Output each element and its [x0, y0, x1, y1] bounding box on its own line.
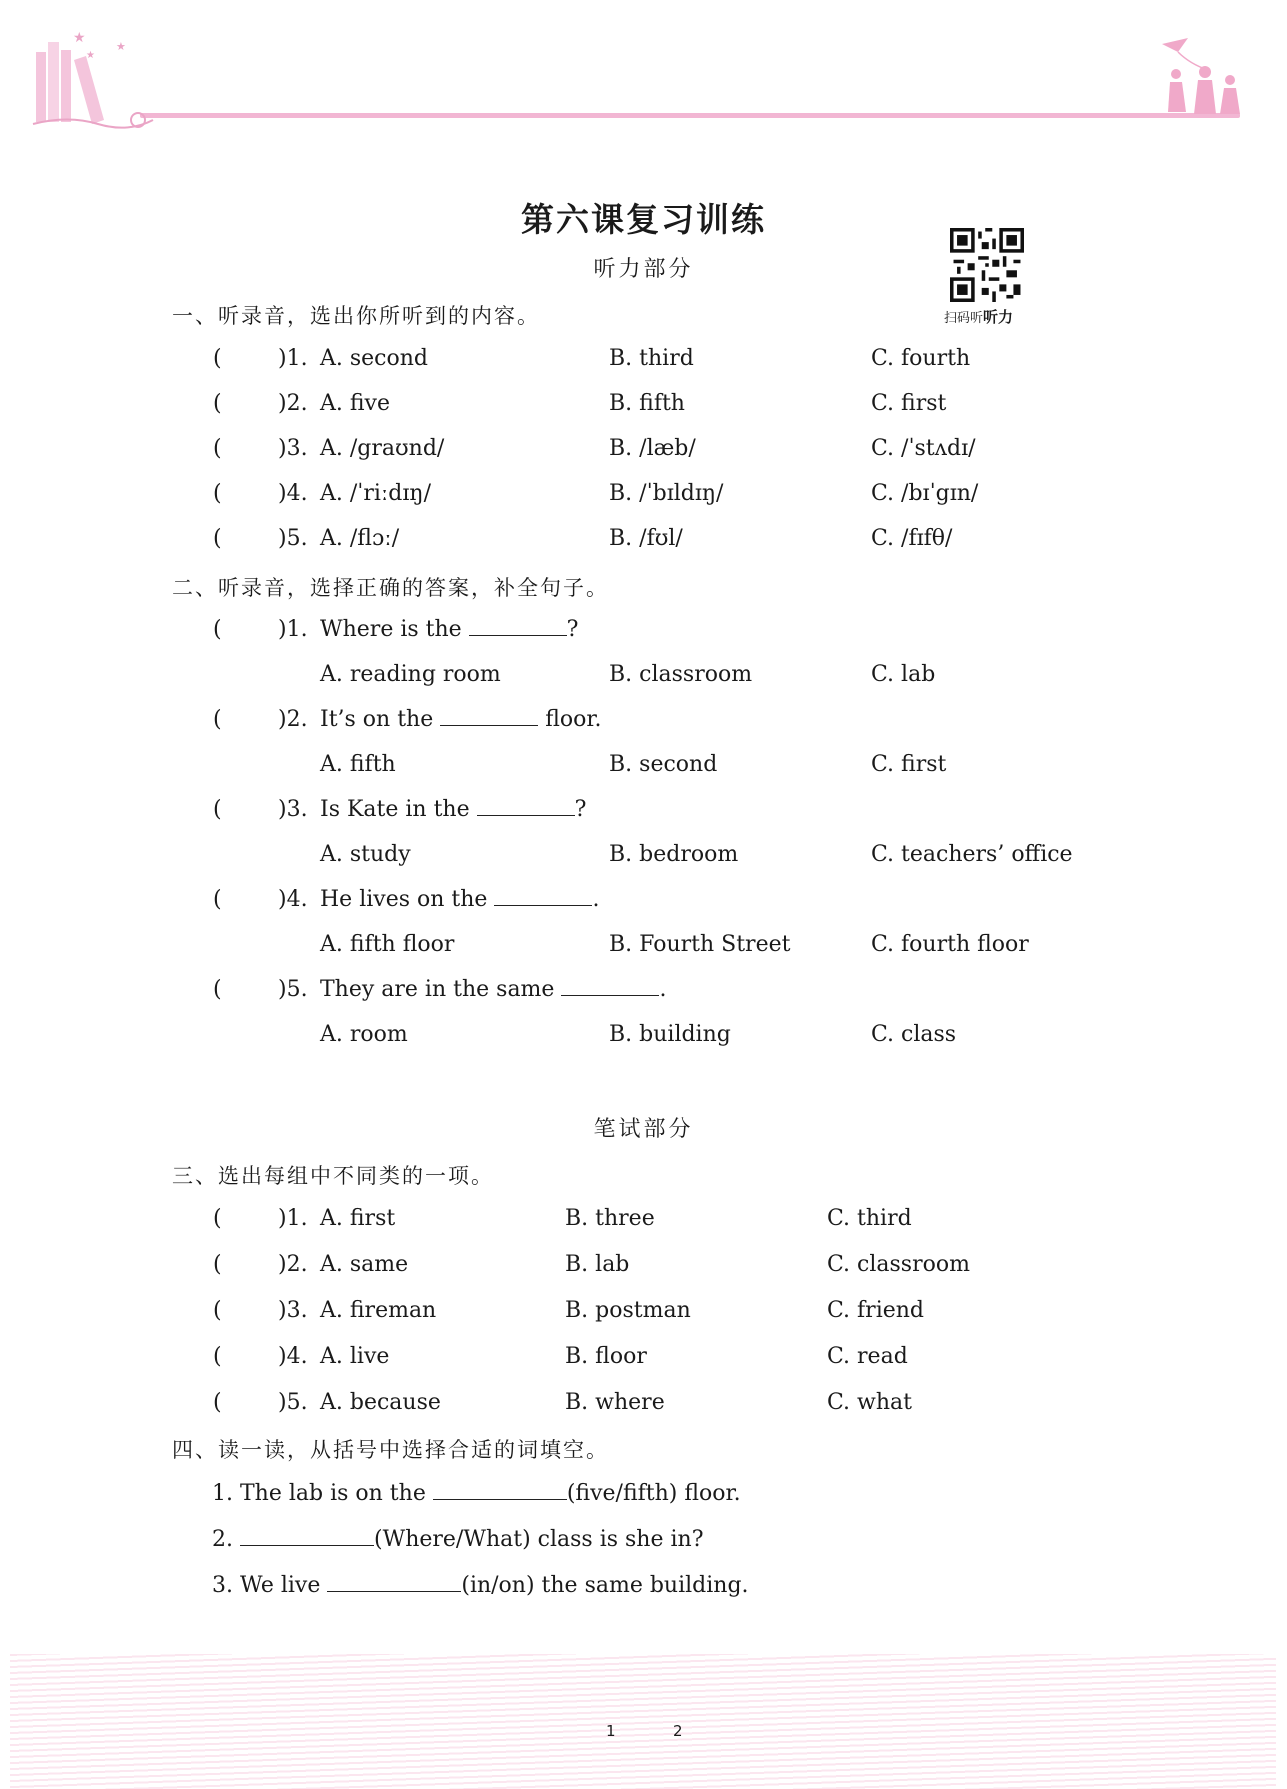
section1-heading: 一、听录音，选出你所听到的内容。: [172, 304, 540, 328]
answer-blank[interactable]: (: [213, 436, 222, 461]
qr-code: [950, 228, 1024, 302]
qr-caption: 扫码听听力: [944, 308, 1014, 326]
s4-sentence-1: 1. The lab is on the (five/fifth) floor.: [212, 1481, 741, 1506]
answer-blank[interactable]: (: [213, 526, 222, 551]
answer-blank[interactable]: (: [213, 481, 222, 506]
section3-heading: 三、选出每组中不同类的一项。: [172, 1164, 494, 1188]
answer-blank[interactable]: (: [213, 1344, 222, 1369]
writing-heading: 笔试部分: [593, 1117, 694, 1142]
svg-text:★: ★: [86, 50, 95, 61]
listening-heading: 听力部分: [593, 257, 694, 282]
answer-blank[interactable]: (: [213, 887, 222, 912]
answer-blank[interactable]: (: [213, 1206, 222, 1231]
fill-blank[interactable]: [327, 1573, 461, 1592]
page-number-left: 1: [606, 1722, 616, 1740]
fill-blank[interactable]: [240, 1527, 374, 1546]
header-rule: [140, 113, 1240, 118]
answer-blank[interactable]: (: [213, 707, 222, 732]
fill-blank[interactable]: [433, 1481, 567, 1500]
s4-sentence-2: 2. (Where/What) class is she in?: [212, 1527, 704, 1552]
answer-blank[interactable]: (: [213, 1298, 222, 1323]
fill-blank[interactable]: [477, 797, 575, 816]
answer-blank[interactable]: (: [213, 1390, 222, 1415]
family-kite-silhouette: [1160, 34, 1250, 119]
books-stars-decoration: [28, 20, 158, 135]
svg-text:★: ★: [116, 40, 126, 53]
answer-blank[interactable]: (: [213, 391, 222, 416]
svg-text:★: ★: [73, 30, 86, 46]
footer-band: [10, 1654, 1276, 1789]
fill-blank[interactable]: [561, 977, 659, 996]
answer-blank[interactable]: (: [213, 617, 222, 642]
answer-blank[interactable]: (: [213, 1252, 222, 1277]
fill-blank[interactable]: [469, 617, 567, 636]
page-number-right: 2: [673, 1722, 683, 1740]
fill-blank[interactable]: [494, 887, 592, 906]
answer-blank[interactable]: (: [213, 797, 222, 822]
section4-heading: 四、读一读，从括号中选择合适的词填空。: [172, 1438, 609, 1462]
answer-blank[interactable]: (: [213, 346, 222, 371]
fill-blank[interactable]: [440, 707, 538, 726]
page-title: 第六课复习训练: [521, 200, 766, 239]
section2-heading: 二、听录音，选择正确的答案，补全句子。: [172, 576, 609, 600]
s4-sentence-3: 3. We live (in/on) the same building.: [212, 1573, 749, 1598]
answer-blank[interactable]: (: [213, 977, 222, 1002]
